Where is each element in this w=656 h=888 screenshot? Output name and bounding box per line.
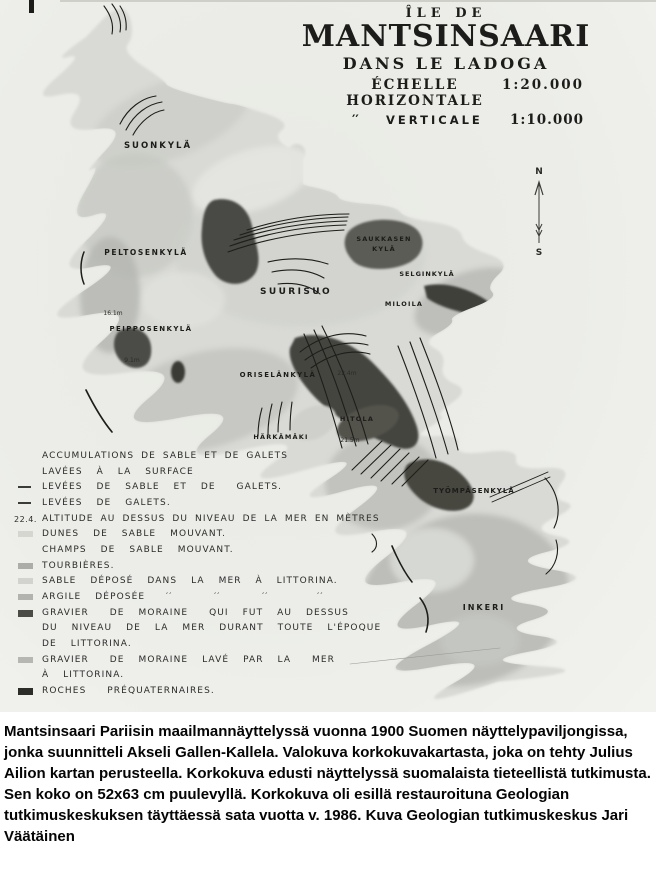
place-label: ORISELÄNKYLÄ [239, 371, 317, 379]
compass [535, 167, 543, 258]
place-label: SAUKKASEN [356, 235, 412, 243]
legend-row-text: LEVÉES DE SABLE ET DE GALETS. [42, 482, 283, 493]
legend-swatch-dash [14, 482, 38, 492]
legend-row [14, 605, 414, 621]
legend-swatch-gravier-dessus [14, 608, 38, 618]
legend-swatch-none [14, 670, 38, 680]
legend-row-text: TOURBIÈRES. [42, 560, 115, 571]
legend-row-text: À LITTORINA. [42, 670, 125, 681]
compass-south-label: S [535, 248, 543, 258]
legend-row-text: ALTITUDE AU DESSUS DU NIVEAU DE LA MER EN MÈTRES [42, 513, 380, 524]
scale-vertical-label: VERTICALE [386, 113, 483, 127]
place-label: TYÖMPÄSENKYLÄ [433, 487, 515, 495]
alt-label: 9.1m [124, 357, 140, 364]
legend-row [14, 479, 414, 495]
caption-text: Mantsinsaari Pariisin maailmannäyttelyssä vuonna 1900 Suomen näyttelypaviljongissa, jonka suunnitteli Akseli Gallen-Kallela. Valokuva korkokuvakartasta, joka on tehty Julius Ailion kartan perusteella. Korkokuva edusti näyttelyssä suomalaista tieteellistä tutkimusta. Sen koko on 52x63 cm puulevyllä. Korkokuva oli esillä restauroituna Geologian tutkimuskeskuksen täyttäessä sata vuotta v. 1986. Kuva Geologian tutkimuskeskus Jari Väätäinen [4, 723, 651, 845]
legend-row-text: DE LITTORINA. [42, 639, 132, 650]
scale-horizontal-row [296, 77, 596, 109]
legend-swatch-number: 22.4. [14, 514, 37, 524]
legend-swatch-none [14, 467, 38, 477]
map-title-block [296, 6, 596, 128]
legend-row [14, 558, 414, 574]
legend-row [14, 621, 414, 637]
alt-label: 22.4m [337, 370, 357, 377]
legend-swatch-none [14, 623, 38, 633]
scale-horizontal-value: 1:20.000 [501, 77, 584, 93]
legend-swatch-argile [14, 592, 38, 602]
legend-row-text: GRAVIER DE MORAINE LAVÉ PAR LA MER [42, 654, 336, 665]
legend-row-text: LAVÉES À LA SURFACE [42, 466, 194, 477]
legend-row-text: LEVÉES DE GALETS. [42, 497, 171, 508]
legend-row [14, 464, 414, 480]
alt-label: 21.5m [340, 437, 360, 444]
scale-vertical-row [296, 112, 596, 128]
legend-row [14, 448, 414, 464]
legend-swatch-gravier-lave [14, 655, 38, 665]
ditto-mark: ′′ [352, 113, 359, 128]
title-mantsinsaari: MANTSINSAARI [301, 19, 591, 54]
legend-row-text: GRAVIER DE MORAINE QUI FUT AU DESSUS [42, 607, 349, 618]
scale-vertical-value: 1:10.000 [509, 112, 584, 128]
legend-row [14, 542, 414, 558]
legend-row [14, 511, 414, 527]
legend-row [14, 683, 414, 699]
legend-row [14, 574, 414, 590]
caption-area [0, 712, 656, 888]
legend-row-text: ACCUMULATIONS DE SABLE ET DE GALETS [42, 450, 289, 461]
legend-row [14, 652, 414, 668]
place-label: INKERI [462, 603, 506, 612]
legend-row [14, 526, 414, 542]
legend-swatch-dash [14, 498, 38, 508]
legend-row [14, 495, 414, 511]
legend-swatch-sable [14, 576, 38, 586]
place-label: SELGINKYLÄ [399, 270, 455, 278]
place-label: KYLÄ [372, 245, 396, 253]
legend-row-text: CHAMPS DE SABLE MOUVANT. [42, 544, 234, 555]
legend-row-text: ROCHES PRÉQUATERNAIRES. [42, 686, 215, 697]
legend-swatch-none [14, 451, 38, 461]
legend-swatch-none [14, 545, 38, 555]
legend-row [14, 636, 414, 652]
legend-swatch-tourbieres [14, 561, 38, 571]
place-label: MILOILA [384, 300, 424, 308]
scale-horizontal-label: ÉCHELLE HORIZONTALE [346, 77, 484, 109]
place-label: PEIPPOSENKYLÄ [109, 325, 193, 333]
place-label: HÄRKÄMÄKI [253, 433, 309, 441]
legend-row-text: ARGILE DÉPOSÉE ′′ ′′ ′′ ′′ [42, 592, 324, 603]
place-label: HITOLA [339, 415, 375, 423]
place-label: SUONKYLÄ [123, 141, 193, 151]
legend-swatch-dunes [14, 529, 38, 539]
title-ile-de: ÎLE DE [405, 6, 487, 21]
place-label: PELTOSENKYLÄ [104, 248, 188, 257]
legend-swatch-roches [14, 686, 38, 696]
compass-north-label: N [535, 167, 543, 177]
title-dans-le-ladoga: DANS LE LADOGA [342, 54, 550, 73]
legend-row [14, 589, 414, 605]
legend-row [14, 668, 414, 684]
legend-row-text: DUNES DE SABLE MOUVANT. [42, 529, 227, 540]
legend [14, 448, 414, 699]
alt-label: 16.1m [103, 310, 123, 317]
legend-swatch-none [14, 639, 38, 649]
place-label: SUURISUO [259, 287, 333, 297]
legend-row-text: DU NIVEAU DE LA MER DURANT TOUTE L'ÉPOQUE [42, 623, 382, 634]
legend-row-text: SABLE DÉPOSÉ DANS LA MER À LITTORINA. [42, 576, 338, 587]
